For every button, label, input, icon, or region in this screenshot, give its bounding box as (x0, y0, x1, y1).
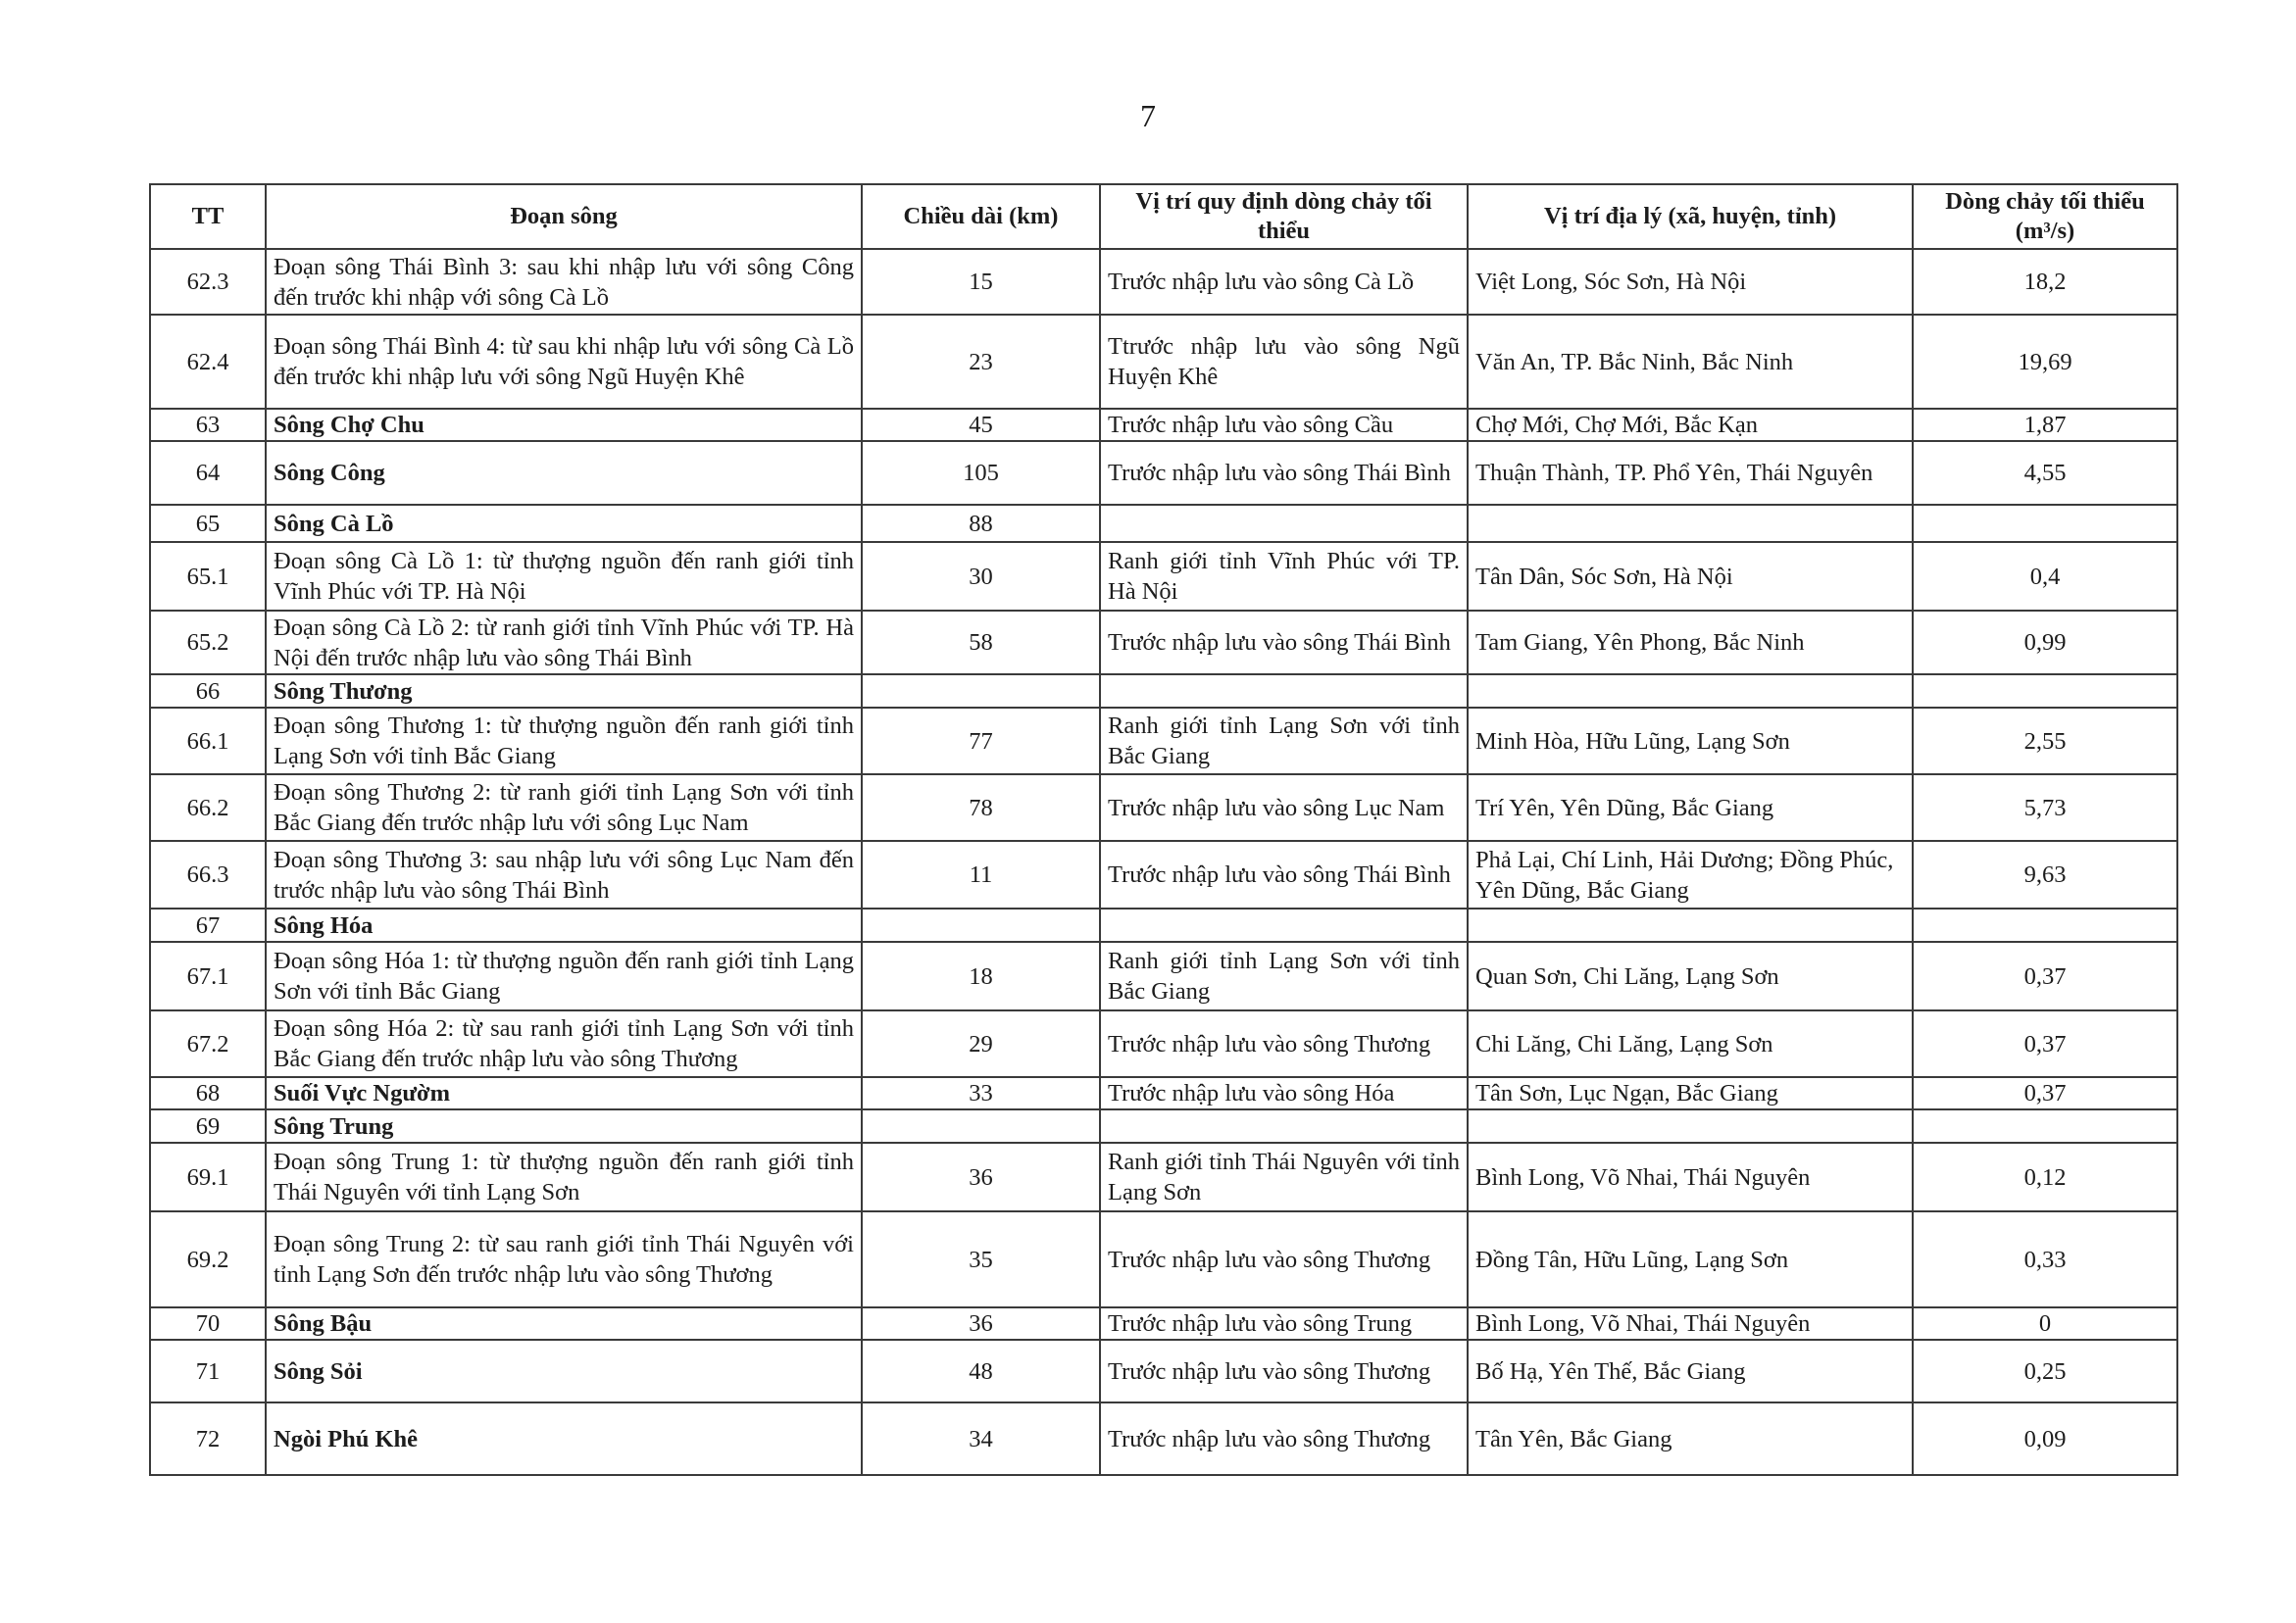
cell-geo: Quan Sơn, Chi Lăng, Lạng Sơn (1468, 942, 1913, 1010)
cell-segment: Đoạn sông Thái Bình 3: sau khi nhập lưu với sông Công đến trước khi nhập với sông Cà Lồ (266, 249, 862, 315)
cell-tt: 66 (150, 674, 266, 708)
cell-tt: 66.2 (150, 774, 266, 841)
table-row (150, 1340, 2177, 1402)
cell-flow: 0,37 (1913, 942, 2177, 1010)
cell-geo (1468, 674, 1913, 708)
cell-segment: Đoạn sông Thương 3: sau nhập lưu với sông Lục Nam đến trước nhập lưu vào sông Thái Bình (266, 841, 862, 909)
cell-geo (1468, 1109, 1913, 1143)
cell-geo: Tân Yên, Bắc Giang (1468, 1402, 1913, 1475)
cell-tt: 62.4 (150, 315, 266, 409)
cell-flow: 0,09 (1913, 1402, 2177, 1475)
table-row (150, 1010, 2177, 1077)
cell-flow (1913, 674, 2177, 708)
cell-flow: 5,73 (1913, 774, 2177, 841)
cell-location (1100, 505, 1468, 542)
cell-location: Trước nhập lưu vào sông Thái Bình (1100, 611, 1468, 674)
cell-geo: Văn An, TP. Bắc Ninh, Bắc Ninh (1468, 315, 1913, 409)
cell-location: Trước nhập lưu vào sông Lục Nam (1100, 774, 1468, 841)
cell-length: 34 (862, 1402, 1100, 1475)
cell-segment: Đoạn sông Hóa 1: từ thượng nguồn đến ranh giới tỉnh Lạng Sơn với tỉnh Bắc Giang (266, 942, 862, 1010)
cell-length: 78 (862, 774, 1100, 841)
cell-location: Trước nhập lưu vào sông Trung (1100, 1307, 1468, 1340)
cell-location: Trước nhập lưu vào sông Thái Bình (1100, 441, 1468, 505)
header-location: Vị trí quy định dòng chảy tối thiểu (1100, 184, 1468, 249)
cell-location: Ranh giới tỉnh Lạng Sơn với tỉnh Bắc Giang (1100, 708, 1468, 774)
cell-segment: Ngòi Phú Khê (266, 1402, 862, 1475)
cell-tt: 67 (150, 909, 266, 942)
cell-tt: 65.1 (150, 542, 266, 611)
cell-segment: Đoạn sông Cà Lồ 2: từ ranh giới tỉnh Vĩnh Phúc với TP. Hà Nội đến trước nhập lưu vào sông Thái Bình (266, 611, 862, 674)
cell-geo: Phả Lại, Chí Linh, Hải Dương; Đồng Phúc, Yên Dũng, Bắc Giang (1468, 841, 1913, 909)
cell-geo: Bình Long, Võ Nhai, Thái Nguyên (1468, 1143, 1913, 1211)
cell-length: 35 (862, 1211, 1100, 1307)
cell-flow: 18,2 (1913, 249, 2177, 315)
cell-location: Trước nhập lưu vào sông Cà Lồ (1100, 249, 1468, 315)
cell-flow: 0,4 (1913, 542, 2177, 611)
cell-length: 11 (862, 841, 1100, 909)
cell-flow: 0,37 (1913, 1077, 2177, 1109)
cell-length: 48 (862, 1340, 1100, 1402)
cell-location: Trước nhập lưu vào sông Cầu (1100, 409, 1468, 441)
cell-tt: 65 (150, 505, 266, 542)
table-row (150, 1143, 2177, 1211)
cell-segment: Sông Bậu (266, 1307, 862, 1340)
cell-tt: 70 (150, 1307, 266, 1340)
cell-tt: 67.1 (150, 942, 266, 1010)
header-length: Chiều dài (km) (862, 184, 1100, 249)
cell-length: 58 (862, 611, 1100, 674)
cell-flow: 0,37 (1913, 1010, 2177, 1077)
cell-tt: 71 (150, 1340, 266, 1402)
cell-geo: Bình Long, Võ Nhai, Thái Nguyên (1468, 1307, 1913, 1340)
cell-length: 15 (862, 249, 1100, 315)
table-row (150, 441, 2177, 505)
cell-segment: Đoạn sông Cà Lồ 1: từ thượng nguồn đến ranh giới tỉnh Vĩnh Phúc với TP. Hà Nội (266, 542, 862, 611)
cell-tt: 67.2 (150, 1010, 266, 1077)
cell-geo: Việt Long, Sóc Sơn, Hà Nội (1468, 249, 1913, 315)
cell-segment: Đoạn sông Trung 1: từ thượng nguồn đến ranh giới tỉnh Thái Nguyên với tỉnh Lạng Sơn (266, 1143, 862, 1211)
header-geo: Vị trí địa lý (xã, huyện, tỉnh) (1468, 184, 1913, 249)
cell-location: Ranh giới tỉnh Thái Nguyên với tỉnh Lạng Sơn (1100, 1143, 1468, 1211)
table-row (150, 611, 2177, 674)
cell-flow (1913, 909, 2177, 942)
cell-length: 45 (862, 409, 1100, 441)
header-flow: Dòng chảy tối thiểu (m³/s) (1913, 184, 2177, 249)
cell-flow (1913, 505, 2177, 542)
table-header-row (150, 184, 2177, 249)
cell-flow: 0,25 (1913, 1340, 2177, 1402)
cell-geo: Thuận Thành, TP. Phổ Yên, Thái Nguyên (1468, 441, 1913, 505)
cell-segment: Sông Cà Lồ (266, 505, 862, 542)
cell-length: 36 (862, 1307, 1100, 1340)
cell-geo: Bố Hạ, Yên Thế, Bắc Giang (1468, 1340, 1913, 1402)
cell-geo: Minh Hòa, Hữu Lũng, Lạng Sơn (1468, 708, 1913, 774)
table-row (150, 674, 2177, 708)
table-row (150, 249, 2177, 315)
cell-length: 23 (862, 315, 1100, 409)
table-row (150, 774, 2177, 841)
cell-location: Ranh giới tỉnh Lạng Sơn với tỉnh Bắc Giang (1100, 942, 1468, 1010)
table-row (150, 1211, 2177, 1307)
table-row (150, 505, 2177, 542)
cell-length: 29 (862, 1010, 1100, 1077)
cell-segment: Đoạn sông Thương 2: từ ranh giới tỉnh Lạng Sơn với tỉnh Bắc Giang đến trước nhập lưu với sông Lục Nam (266, 774, 862, 841)
cell-geo: Tân Dân, Sóc Sơn, Hà Nội (1468, 542, 1913, 611)
cell-flow: 0 (1913, 1307, 2177, 1340)
cell-tt: 65.2 (150, 611, 266, 674)
cell-geo: Chi Lăng, Chi Lăng, Lạng Sơn (1468, 1010, 1913, 1077)
table-row (150, 1109, 2177, 1143)
cell-flow: 4,55 (1913, 441, 2177, 505)
table-row (150, 909, 2177, 942)
page-number: 7 (1140, 98, 1156, 133)
cell-location: Trước nhập lưu vào sông Thái Bình (1100, 841, 1468, 909)
cell-length: 30 (862, 542, 1100, 611)
cell-flow: 0,99 (1913, 611, 2177, 674)
cell-geo (1468, 909, 1913, 942)
cell-flow: 9,63 (1913, 841, 2177, 909)
cell-tt: 69.2 (150, 1211, 266, 1307)
cell-geo: Đồng Tân, Hữu Lũng, Lạng Sơn (1468, 1211, 1913, 1307)
cell-location (1100, 674, 1468, 708)
table-row (150, 409, 2177, 441)
cell-length: 33 (862, 1077, 1100, 1109)
cell-location: Trước nhập lưu vào sông Hóa (1100, 1077, 1468, 1109)
cell-flow: 0,12 (1913, 1143, 2177, 1211)
cell-flow (1913, 1109, 2177, 1143)
cell-length: 88 (862, 505, 1100, 542)
cell-segment: Sông Chợ Chu (266, 409, 862, 441)
cell-length: 18 (862, 942, 1100, 1010)
cell-length: 77 (862, 708, 1100, 774)
cell-segment: Suối Vực Ngườm (266, 1077, 862, 1109)
cell-segment: Đoạn sông Hóa 2: từ sau ranh giới tỉnh Lạng Sơn với tỉnh Bắc Giang đến trước nhập lưu vào sông Thương (266, 1010, 862, 1077)
cell-length (862, 1109, 1100, 1143)
table-row (150, 542, 2177, 611)
cell-flow: 1,87 (1913, 409, 2177, 441)
cell-tt: 68 (150, 1077, 266, 1109)
table-row (150, 708, 2177, 774)
cell-tt: 72 (150, 1402, 266, 1475)
table-row (150, 1077, 2177, 1109)
table-row (150, 841, 2177, 909)
cell-geo: Tam Giang, Yên Phong, Bắc Ninh (1468, 611, 1913, 674)
cell-tt: 63 (150, 409, 266, 441)
header-segment: Đoạn sông (266, 184, 862, 249)
cell-length: 36 (862, 1143, 1100, 1211)
cell-location: Trước nhập lưu vào sông Thương (1100, 1402, 1468, 1475)
cell-tt: 66.1 (150, 708, 266, 774)
cell-location: Ranh giới tỉnh Vĩnh Phúc với TP. Hà Nội (1100, 542, 1468, 611)
cell-segment: Sông Thương (266, 674, 862, 708)
table-row (150, 1307, 2177, 1340)
cell-geo: Chợ Mới, Chợ Mới, Bắc Kạn (1468, 409, 1913, 441)
cell-segment: Sông Công (266, 441, 862, 505)
cell-tt: 66.3 (150, 841, 266, 909)
table-row (150, 1402, 2177, 1475)
cell-location: Trước nhập lưu vào sông Thương (1100, 1340, 1468, 1402)
minimum-flow-table (149, 183, 2178, 1476)
cell-location: Ttrước nhập lưu vào sông Ngũ Huyện Khê (1100, 315, 1468, 409)
cell-segment: Đoạn sông Thương 1: từ thượng nguồn đến ranh giới tỉnh Lạng Sơn với tỉnh Bắc Giang (266, 708, 862, 774)
cell-geo (1468, 505, 1913, 542)
header-tt: TT (150, 184, 266, 249)
cell-geo: Trí Yên, Yên Dũng, Bắc Giang (1468, 774, 1913, 841)
cell-tt: 69.1 (150, 1143, 266, 1211)
cell-segment: Sông Trung (266, 1109, 862, 1143)
cell-segment: Đoạn sông Thái Bình 4: từ sau khi nhập lưu với sông Cà Lồ đến trước khi nhập lưu với sông Ngũ Huyện Khê (266, 315, 862, 409)
cell-geo: Tân Sơn, Lục Ngạn, Bắc Giang (1468, 1077, 1913, 1109)
cell-location: Trước nhập lưu vào sông Thương (1100, 1211, 1468, 1307)
cell-tt: 62.3 (150, 249, 266, 315)
cell-segment: Sông Sỏi (266, 1340, 862, 1402)
cell-length (862, 674, 1100, 708)
table-row (150, 942, 2177, 1010)
cell-flow: 2,55 (1913, 708, 2177, 774)
cell-location: Trước nhập lưu vào sông Thương (1100, 1010, 1468, 1077)
cell-length: 105 (862, 441, 1100, 505)
cell-flow: 19,69 (1913, 315, 2177, 409)
cell-segment: Sông Hóa (266, 909, 862, 942)
table-row (150, 315, 2177, 409)
cell-segment: Đoạn sông Trung 2: từ sau ranh giới tỉnh Thái Nguyên với tỉnh Lạng Sơn đến trước nhập lưu vào sông Thương (266, 1211, 862, 1307)
cell-tt: 64 (150, 441, 266, 505)
cell-length (862, 909, 1100, 942)
cell-flow: 0,33 (1913, 1211, 2177, 1307)
cell-location (1100, 1109, 1468, 1143)
cell-location (1100, 909, 1468, 942)
cell-tt: 69 (150, 1109, 266, 1143)
